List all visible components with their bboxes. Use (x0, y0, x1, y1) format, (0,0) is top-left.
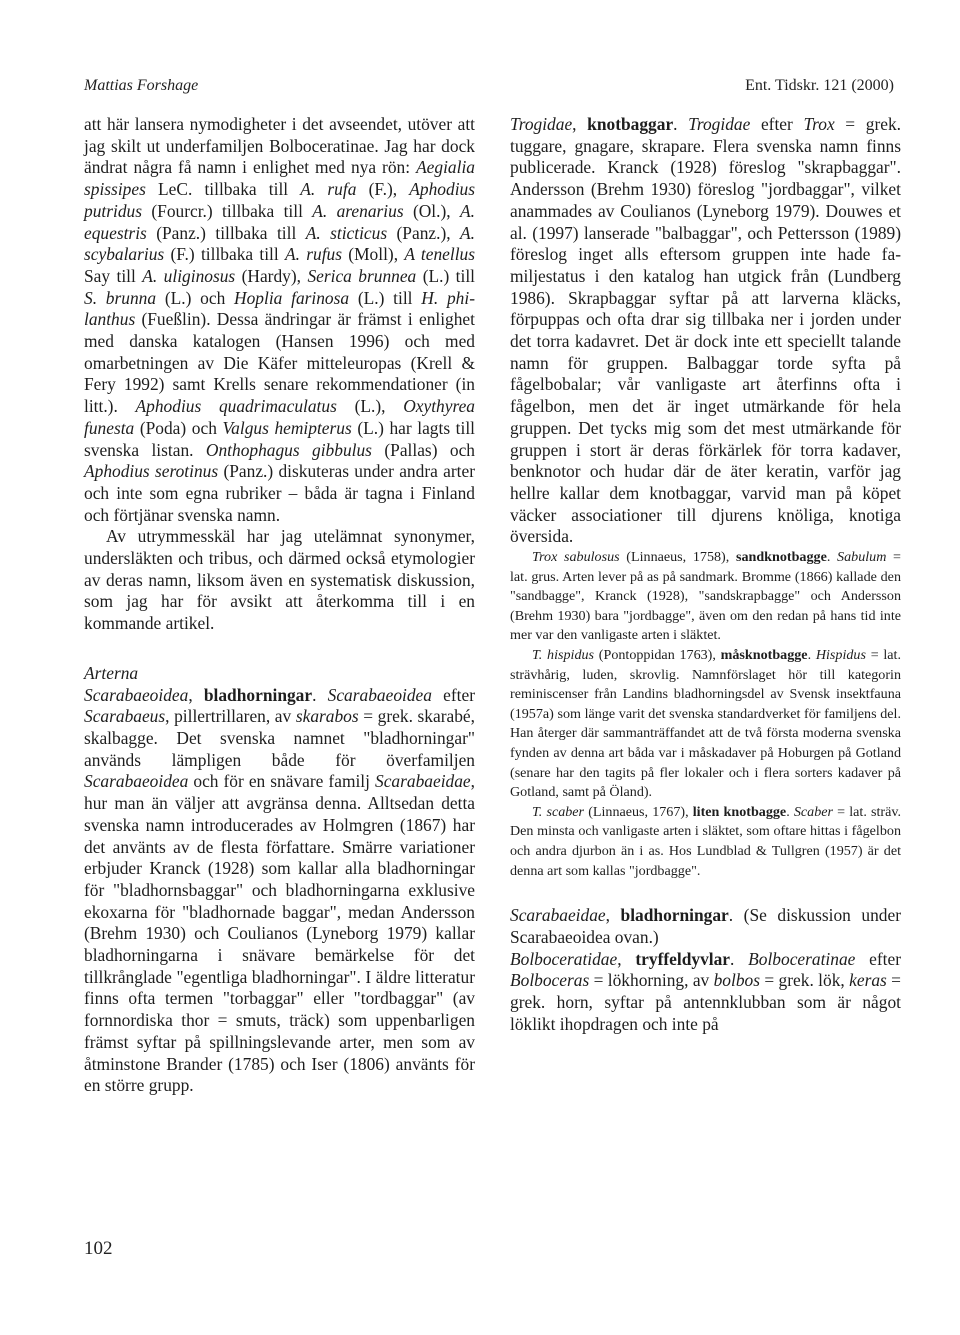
scarabaeoidea-paragraph: Scarabaeoidea, bladhorningar. Scarabaeoidea efter Scarabaeus, pillertrillaren, av skarabos = grek. skarabé, skalbagge. Det svenska namnet "bladhorningar" används lämpligen både för överfamiljen Scarabaeoidea och för en snävare familj Scarabaeidae, hur man än väljer att avgränsa denna. Alltsedan detta svenska namn introducerades av Holmgren (1867) har det använts av de flesta författare. Smärre variationer erbjuder Kranck (1928) som kallar alla bladhorningar för "bladhornsbaggar" och bladhorningarna exklusive ekoxarna för "bladhornade baggar", medan Andersson (Brehm 1930) och Coulianos (Lyneborg 1979) kallar bladhorningarna i snävare bemärkelse för det tillkrånglade "egentliga bladhorningar". I äldre litteratur finns ofta termen "torbaggar" eller "tordbaggar" (av fornnordiska thor = smuts, träck) som uppenbarligen främst syftar på spillningslevande arter, men som av åtminstone Brander (1785) och Iser (1806) använts för en större grupp. (84, 684, 475, 1096)
section-title: Arterna (84, 662, 139, 683)
running-header-author: Mattias Forshage (84, 77, 199, 94)
trogidae-paragraph: Trogidae, knotbaggar. Trogidae efter Trox = grek. tuggare, gnagare, skrapare. Flera svenska namn finns publicerade. Kranck (1928) föreslog "skrapbaggar". Andersson (Brehm 1930) föreslog "jordbaggar", vilket anammades av Coulianos (Lyneborg 1979). Douwes et al. (1997) lanserade "balbaggar", och Pettersson (1989) föreslog inget alls eftersom gruppen inte hade familjestatus i den katalog han utgick från (Lundberg 1986). Skrapbaggar syftar på att larverna kläcks, förpuppas och ofta drar sig tillbaka ner i jorden under det torra kadavret. Det är dock inte ett speciellt talande namn för gruppen. Balbaggar torde syfta på fågelbobalar; vår vanligaste art återfinns ofta i fågelbon, men det är inget utmärkande för hela gruppen. Det tycks mig som det mest utmärkande för gruppen i stort är deras förkärlek för torra kadaver, benknotor och hudar där de äter keratin, varför jag hellre kallar dem knotbaggar, varvid man på köpet väcker associationer till djurens knöliga, knotiga översida. (510, 114, 901, 547)
bolboceratidae-paragraph: Bolboceratidae, tryffeldyvlar. Bolboceratinae efter Bolboceras = lökhorning, av bolbos = grek. lök, keras = grek. horn, syftar på antennklubban som är något löklikt ihopdragen och inte på (510, 948, 902, 1034)
scarabaeidae-paragraph: Scarabaeidae, bladhorningar. (Se diskussion under Scarabaeoidea ovan.) (510, 905, 901, 947)
intro-paragraph: att här lansera nymodigheter i det avseendet, utöver att jag skilt ut underfamiljen Bolboceratinae. Jag har dock ändrat några få namn i enlighet med nya rön: Aegialia spissipes LeC. tillbaka till A. rufa (F.), Aphodius putridus (Fourcr.) tillbaka till A. arenarius (Ol.), A. equestris (Panz.) tillbaka till A. sticticus (Panz.), A. scybalarius (F.) tillbaka till A. rufus (Moll), A tenellus Say till A. uliginosus (Hardy), Serica brunnea (L.) till S. brunna (L.) och Hoplia farinosa (L.) till H. philanthus (Fueßlin). Dessa ändringar är främst i enlighet med danska katalogen (Hansen 1996) och med omarbetningen av Die Käfer mitteleuropas (Krell & Fery 1992) samt Krells senare rekommendationer (in litt.). Aphodius quadrimaculatus (L.), Oxythyrea funesta (Poda) och Valgus hemipterus (L.) har lagts till svenska listan. Onthophagus gibbulus (Pallas) och Aphodius serotinus (Panz.) diskuteras under andra arter och inte som egna rubriker – båda är tagna i Finland och förtjänar svenska namn. (84, 114, 476, 525)
trox-sabulosus-entry: Trox sabulosus (Linnaeus, 1758), sandknotbagge. Sabulum = lat. grus. Arten lever på as på sandmark. Bromme (1866) kallade den "sandbagge", Kranck (1928), "sandskrapbagge" och Andersson (Brehm 1930) bara "jordbagge", även om den redan på hans tid inte mer var den vanligaste arten i släktet. (510, 549, 902, 644)
left-column (84, 114, 475, 1097)
running-header-journal: Ent. Tidskr. 121 (2000) (745, 77, 894, 94)
trox-scaber-entry: T. scaber (Linnaeus, 1767), liten knotbagge. Scaber = lat. sträv. Den minsta och vanligaste arten i släktet, som oftare hittas i fågelbon och andra djurbon än i as. Hos Lundblad & Tullgren (1957) är det denna art som kallas "jordbagge". (510, 803, 901, 879)
right-column (510, 114, 901, 1035)
trox-hispidus-entry: T. hispidus (Pontoppidan 1763), måsknotbagge. Hispidus = lat. strävhårig, luden, skrovlig. Namnförslaget hör till kategorin reminiscenser från Landins bladhorningsdel av Svensk insektfauna (1957a) som länge varit det svenska standardverket för familjens del. Han återger där sammanträffandet att de två första moderna svenska fynden av denna art båda var i måskadaver på Hoburgen på Gotland (senare har den tagits på fler lokaler och i flera sorters kadaver på Gotland, samt på Öland). (510, 647, 901, 801)
page-number: 102 (84, 1238, 113, 1259)
space-paragraph: Av utrymmesskäl har jag utelämnat synonymer, undersläkten och tribus, och därmed också etymologier av deras namn, liksom även en systematisk diskussion, som jag har för avsikt att återkomma till i en kommande artikel. (84, 526, 475, 634)
